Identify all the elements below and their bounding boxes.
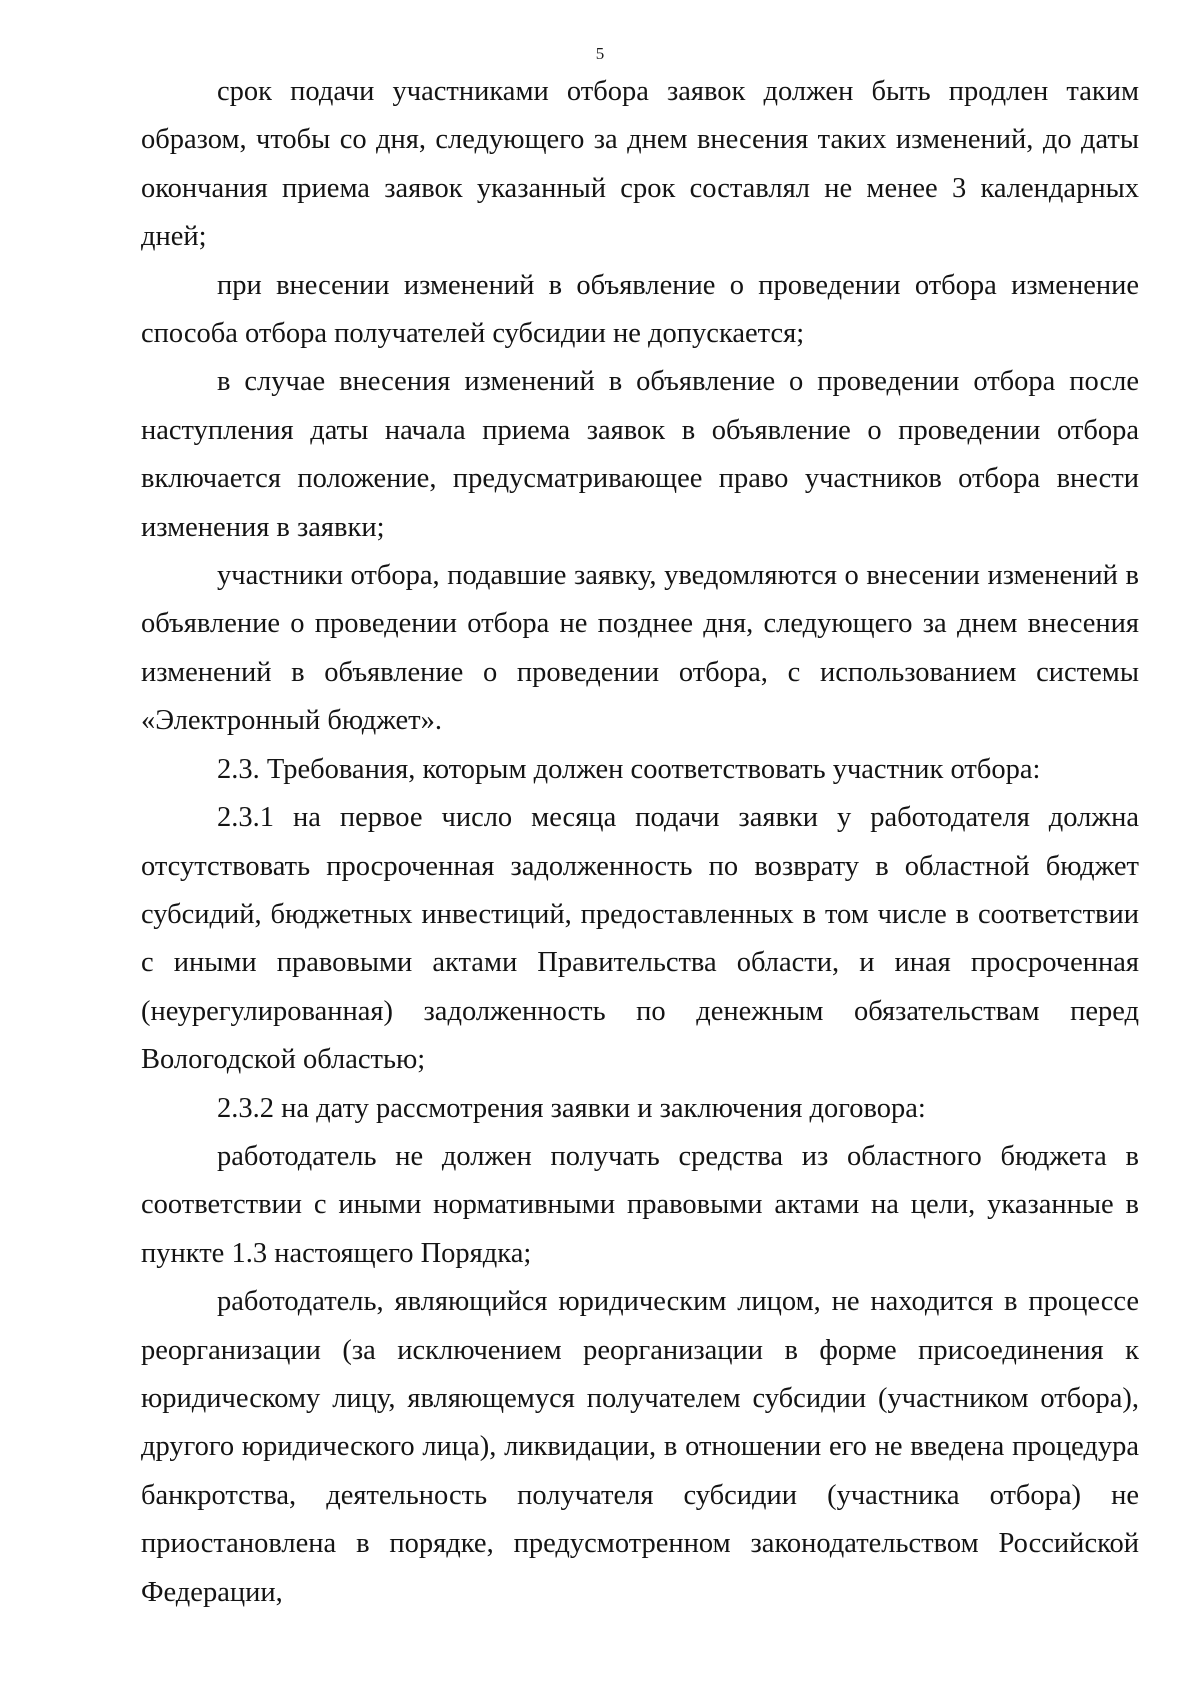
paragraph-amendment-rights: в случае внесения изменений в объявление о проведении отбора после наступления даты начала приема заявок в объявление о проведении отбора включается положение, предусматривающее право участников отбора внести изменения в заявки; — [141, 366, 1139, 543]
paragraph-notification: участники отбора, подавшие заявку, уведомляются о внесении изменений в объявление о проведении отбора не позднее дня, следующего за днем внесения изменений в объявление о проведении отбора, с использованием системы «Электронный бюджет». — [141, 560, 1139, 737]
paragraph-no-reorganization: работодатель, являющийся юридическим лицом, не находится в процессе реорганизации (за исключением реорганизации в форме присоединения к юридическому лицу, являющемуся получателем субсидии (участником отбора), другого юридического лица), ликвидации, в отношении его не введена процедура банкротства, деятельность получателя субсидии (участника отбора) не приостановлена в порядке, предусмотренном законодательством Российской Федерации, — [141, 1286, 1139, 1608]
paragraph-no-other-funds: работодатель не должен получать средства из областного бюджета в соответствии с иными нормативными правовыми актами на цели, указанные в пункте 1.3 настоящего Порядка; — [141, 1140, 1139, 1269]
paragraph-section-2-3: 2.3. Требования, которым должен соответствовать участник отбора: — [217, 753, 1041, 785]
paragraph-section-2-3-1: 2.3.1 на первое число месяца подачи заявки у работодателя должна отсутствовать просроченная задолженность по возврату в областной бюджет субсидий, бюджетных инвестиций, предоставленных в том числе в соответствии с иными правовыми актами Правительства области, и иная просроченная (неурегулированная) задолженность по денежным обязательствам перед Вологодской областью; — [141, 802, 1139, 1076]
page-number: 5 — [595, 44, 605, 63]
paragraph-section-2-3-2: 2.3.2 на дату рассмотрения заявки и заключения договора: — [217, 1092, 926, 1124]
paragraph-deadline-extension: срок подачи участниками отбора заявок должен быть продлен таким образом, чтобы со дня, следующего за днем внесения таких изменений, до даты окончания приема заявок указанный срок составлял не менее 3 календарных дней; — [141, 76, 1139, 253]
paragraph-method-change: при внесении изменений в объявление о проведении отбора изменение способа отбора получателей субсидии не допускается; — [141, 269, 1139, 350]
document-body — [141, 68, 1139, 1617]
